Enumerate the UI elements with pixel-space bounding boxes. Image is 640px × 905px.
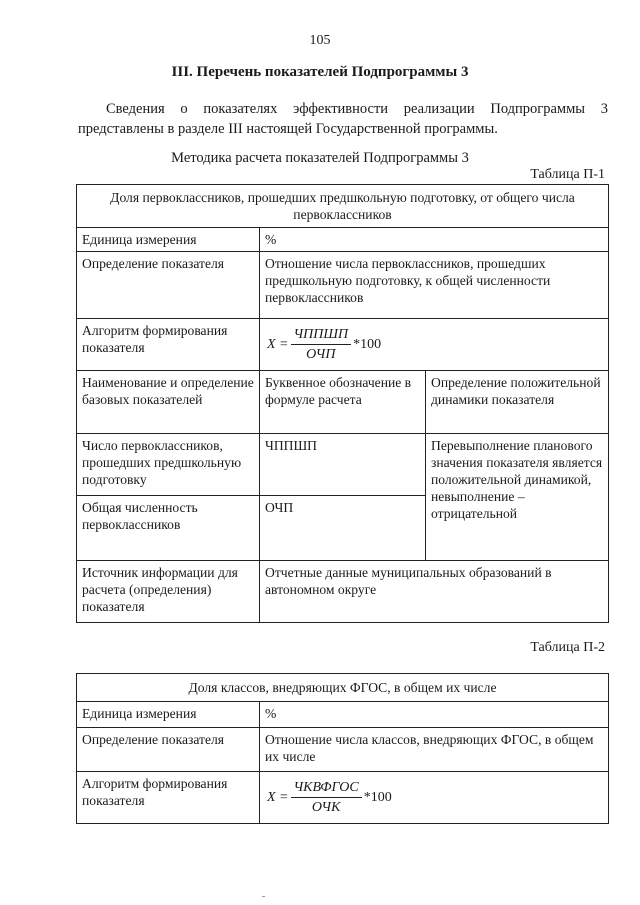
table2-unit-value: % — [260, 702, 609, 728]
intro-paragraph — [78, 99, 608, 139]
table1-title: Доля первоклассников, прошедших предшкольную подготовку, от общего числа первоклассников — [77, 185, 609, 228]
table1-base-row-symbol: ОЧП — [260, 496, 426, 561]
formula-fraction — [291, 779, 362, 816]
table1-base-row-name: Общая численность первоклассников — [77, 496, 260, 561]
table2-title: Доля классов, внедряющих ФГОС, в общем их числе — [77, 674, 609, 702]
table2-label: Таблица П-2 — [530, 640, 605, 655]
formula-denominator: ОЧК — [311, 800, 341, 815]
methodology-title: Методика расчета показателей Подпрограммы 3 — [171, 150, 469, 166]
table1-base-header-symbol: Буквенное обозначение в формуле расчета — [260, 371, 426, 434]
table2-definition-label: Определение показателя — [77, 728, 260, 772]
table1-formula-cell — [260, 319, 609, 371]
table2-formula-cell — [260, 772, 609, 824]
table1-source-value: Отчетные данные муниципальных образований в автономном округе — [260, 561, 609, 623]
table1-definition-label: Определение показателя — [77, 252, 260, 319]
table1-algorithm-label: Алгоритм формирования показателя — [77, 319, 260, 371]
table1-base-header-name: Наименование и определение базовых показателей — [77, 371, 260, 434]
scan-mark — [262, 896, 265, 897]
formula-denominator: ОЧП — [306, 347, 336, 362]
page-number: 105 — [309, 33, 331, 48]
table1-definition-value: Отношение числа первоклассников, прошедших предшкольную подготовку, к общей численности первоклассников — [260, 252, 609, 319]
formula-lhs: X = — [267, 337, 289, 352]
intro-line-1: Сведения о показателях эффективности реализации Подпрограммы 3 — [106, 101, 608, 117]
table1-formula — [265, 326, 603, 363]
table1-unit-value: % — [260, 228, 609, 252]
section-title: III. Перечень показателей Подпрограммы 3 — [171, 64, 469, 80]
formula-multiplier: *100 — [353, 337, 382, 352]
formula-fraction — [291, 326, 352, 363]
table-1 — [76, 184, 609, 623]
table2-formula — [265, 779, 603, 816]
formula-numerator: ЧКВФГОС — [291, 779, 362, 798]
table1-base-header-dynamics: Определение положительной динамики показателя — [426, 371, 609, 434]
table2-definition-value: Отношение числа классов, внедряющих ФГОС, в общем их числе — [260, 728, 609, 772]
formula-multiplier: *100 — [363, 790, 392, 805]
table2-unit-label: Единица измерения — [77, 702, 260, 728]
table-2 — [76, 673, 609, 824]
table1-base-row-name: Число первоклассников, прошедших предшкольную подготовку — [77, 434, 260, 496]
formula-lhs: X = — [267, 790, 289, 805]
intro-line-2: представлены в разделе III настоящей Государственной программы. — [78, 121, 498, 137]
table1-label: Таблица П-1 — [530, 167, 605, 182]
table1-unit-label: Единица измерения — [77, 228, 260, 252]
table1-dynamics-value: Перевыполнение планового значения показателя является положительной динамикой, невыполнение – отрицательной — [426, 434, 609, 561]
table1-source-label: Источник информации для расчета (определения) показателя — [77, 561, 260, 623]
table1-base-row-symbol: ЧППШП — [260, 434, 426, 496]
formula-numerator: ЧППШП — [291, 326, 352, 345]
table2-algorithm-label: Алгоритм формирования показателя — [77, 772, 260, 824]
